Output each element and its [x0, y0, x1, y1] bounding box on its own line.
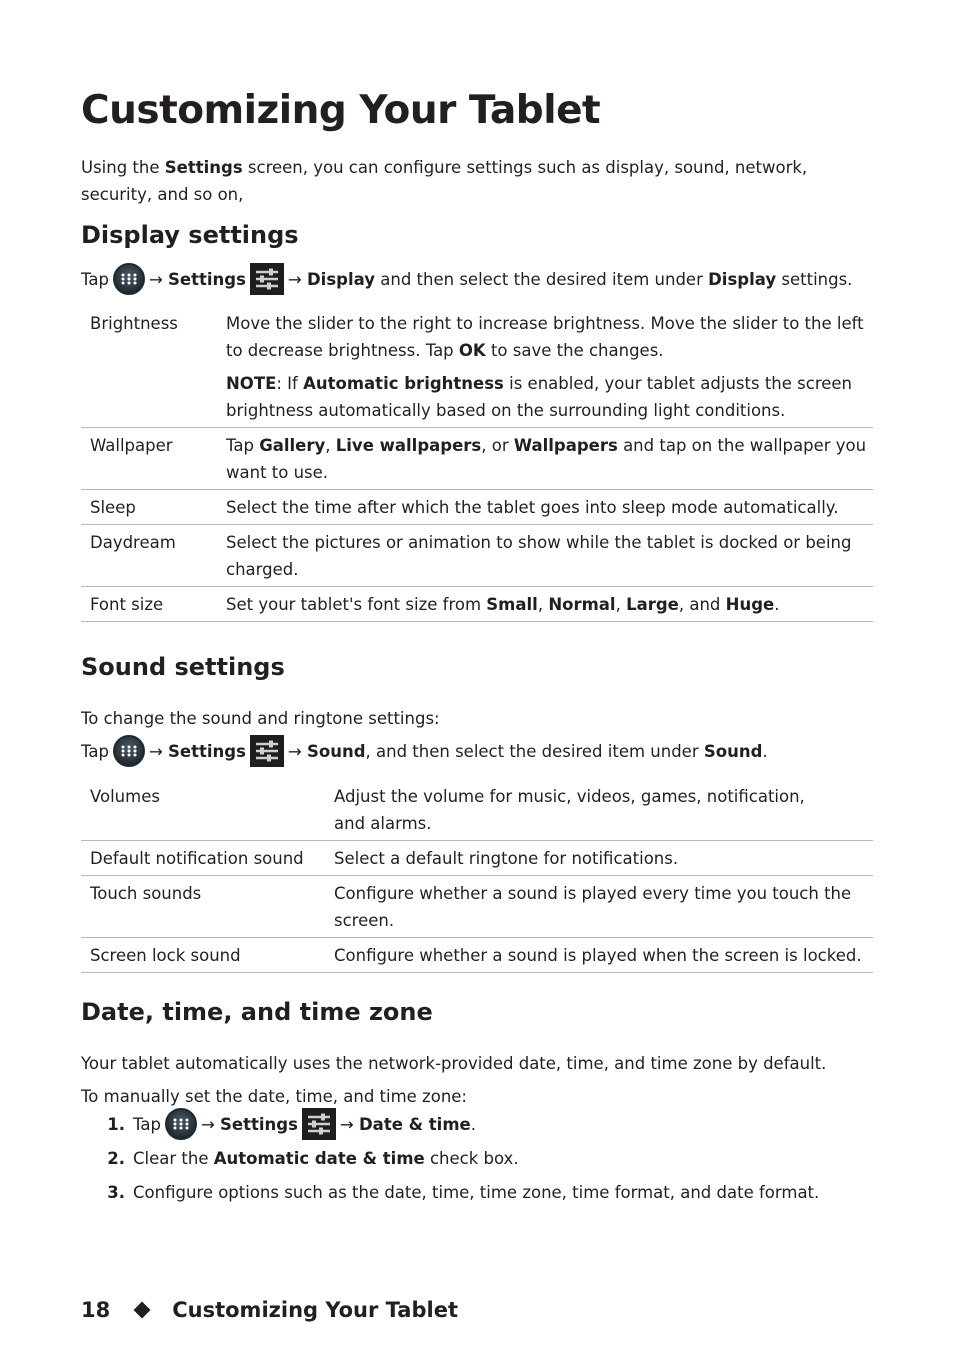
setting-name: Touch sounds — [90, 884, 202, 903]
tap-text: . — [762, 741, 768, 761]
setting-name: Font size — [90, 595, 164, 614]
table-row — [81, 779, 873, 841]
sound-tap-instruction — [81, 734, 768, 768]
sound-settings-table — [81, 779, 873, 973]
display-settings-heading: Display settings — [81, 221, 299, 249]
apps-icon — [165, 1108, 197, 1140]
settings-label: Settings — [168, 269, 246, 289]
table-row — [81, 841, 873, 876]
setting-description: Set your tablet's font size from Small, Normal, Large, and Huge. — [226, 595, 780, 614]
table-row — [81, 938, 873, 973]
step-number: 2. — [107, 1148, 125, 1168]
table-row — [81, 876, 873, 938]
sound-label: Sound — [703, 741, 763, 761]
intro-bold: Settings — [164, 158, 243, 177]
apps-icon — [113, 735, 145, 767]
page-footer — [81, 1298, 458, 1322]
datetime-paragraph: Your tablet automatically uses the network-provided date, time, and time zone by default. — [81, 1054, 827, 1073]
setting-description: Select the time after which the tablet goes into sleep mode automatically. — [226, 498, 839, 517]
tap-text: and then select the desired item under — [375, 269, 709, 289]
settings-label: Settings — [220, 1114, 298, 1134]
setting-name: Wallpaper — [90, 436, 173, 455]
list-item: 2. Clear the Automatic date & time check box. — [81, 1141, 819, 1175]
setting-name: Volumes — [90, 787, 160, 806]
settings-label: Settings — [168, 741, 246, 761]
display-tap-instruction — [81, 262, 852, 296]
datetime-heading: Date, time, and time zone — [81, 998, 433, 1026]
footer-title: Customizing Your Tablet — [172, 1298, 458, 1322]
page-number: 18 — [81, 1298, 111, 1322]
list-item: 1. Tap → Settings → Date & time . — [81, 1107, 819, 1141]
arrow-icon: → — [287, 741, 302, 761]
table-row — [81, 587, 873, 622]
table-row — [81, 428, 873, 490]
datetime-manual-intro: To manually set the date, time, and time zone: — [81, 1087, 467, 1106]
setting-description: Configure whether a sound is played every time you touch the screen. — [334, 884, 852, 930]
intro-paragraph — [81, 154, 873, 208]
setting-description: Adjust the volume for music, videos, games, notification, and alarms. — [334, 787, 805, 833]
setting-description: Select the pictures or animation to show while the tablet is docked or being charged. — [226, 533, 852, 579]
sound-intro: To change the sound and ringtone settings: — [81, 709, 440, 728]
setting-name: Brightness — [90, 314, 178, 333]
sound-settings-heading: Sound settings — [81, 653, 285, 681]
step-number: 3. — [107, 1182, 125, 1202]
tap-word: Tap — [133, 1114, 161, 1134]
settings-icon — [302, 1108, 336, 1140]
table-row — [81, 306, 873, 428]
tap-text: settings. — [776, 269, 853, 289]
step-number: 1. — [107, 1114, 125, 1134]
display-label: Display — [708, 269, 777, 289]
setting-name: Sleep — [90, 498, 136, 517]
display-settings-table — [81, 306, 873, 622]
setting-description: Tap Gallery, Live wallpapers, or Wallpapers and tap on the wallpaper you want to use. — [226, 436, 867, 482]
tap-word: Tap — [81, 269, 109, 289]
page-title: Customizing Your Tablet — [81, 88, 601, 133]
tap-word: Tap — [81, 741, 109, 761]
intro-text: Using the — [81, 158, 165, 177]
note: NOTE: If Automatic brightness is enabled, your tablet adjusts the screen brightness automatically based on the surrounding light conditions. — [226, 374, 852, 420]
intro-text-end: screen, you can configure settings such as display, sound, network, security, and so on, — [81, 158, 808, 204]
setting-name: Daydream — [90, 533, 176, 552]
arrow-icon: → — [148, 741, 163, 761]
table-row — [81, 525, 873, 587]
settings-icon — [250, 263, 284, 295]
arrow-icon: → — [287, 269, 302, 289]
setting-name: Screen lock sound — [90, 946, 241, 965]
arrow-icon: → — [148, 269, 163, 289]
arrow-icon: → — [339, 1114, 354, 1134]
setting-description: Move the slider to the right to increase brightness. Move the slider to the left to decrease brightness. Tap OK to save the changes. NOTE: If Automatic brightness is enabled, your tablet adjusts the screen brightness automatically based on the surrounding light conditions. — [226, 306, 873, 427]
diamond-icon — [134, 1302, 151, 1319]
setting-description: Select a default ringtone for notifications. — [334, 849, 679, 868]
tap-text: , and then select the desired item under — [365, 741, 704, 761]
settings-icon — [250, 735, 284, 767]
setting-name: Default notification sound — [90, 849, 304, 868]
apps-icon — [113, 263, 145, 295]
datetime-steps — [81, 1107, 819, 1209]
setting-description: Configure whether a sound is played when the screen is locked. — [334, 946, 862, 965]
list-item: 3. Configure options such as the date, time, time zone, time format, and date format. — [81, 1175, 819, 1209]
display-label: Display — [306, 269, 376, 289]
table-row — [81, 490, 873, 525]
sound-label: Sound — [306, 741, 366, 761]
arrow-icon: → — [200, 1114, 215, 1134]
date-time-label: Date & time — [358, 1114, 471, 1134]
